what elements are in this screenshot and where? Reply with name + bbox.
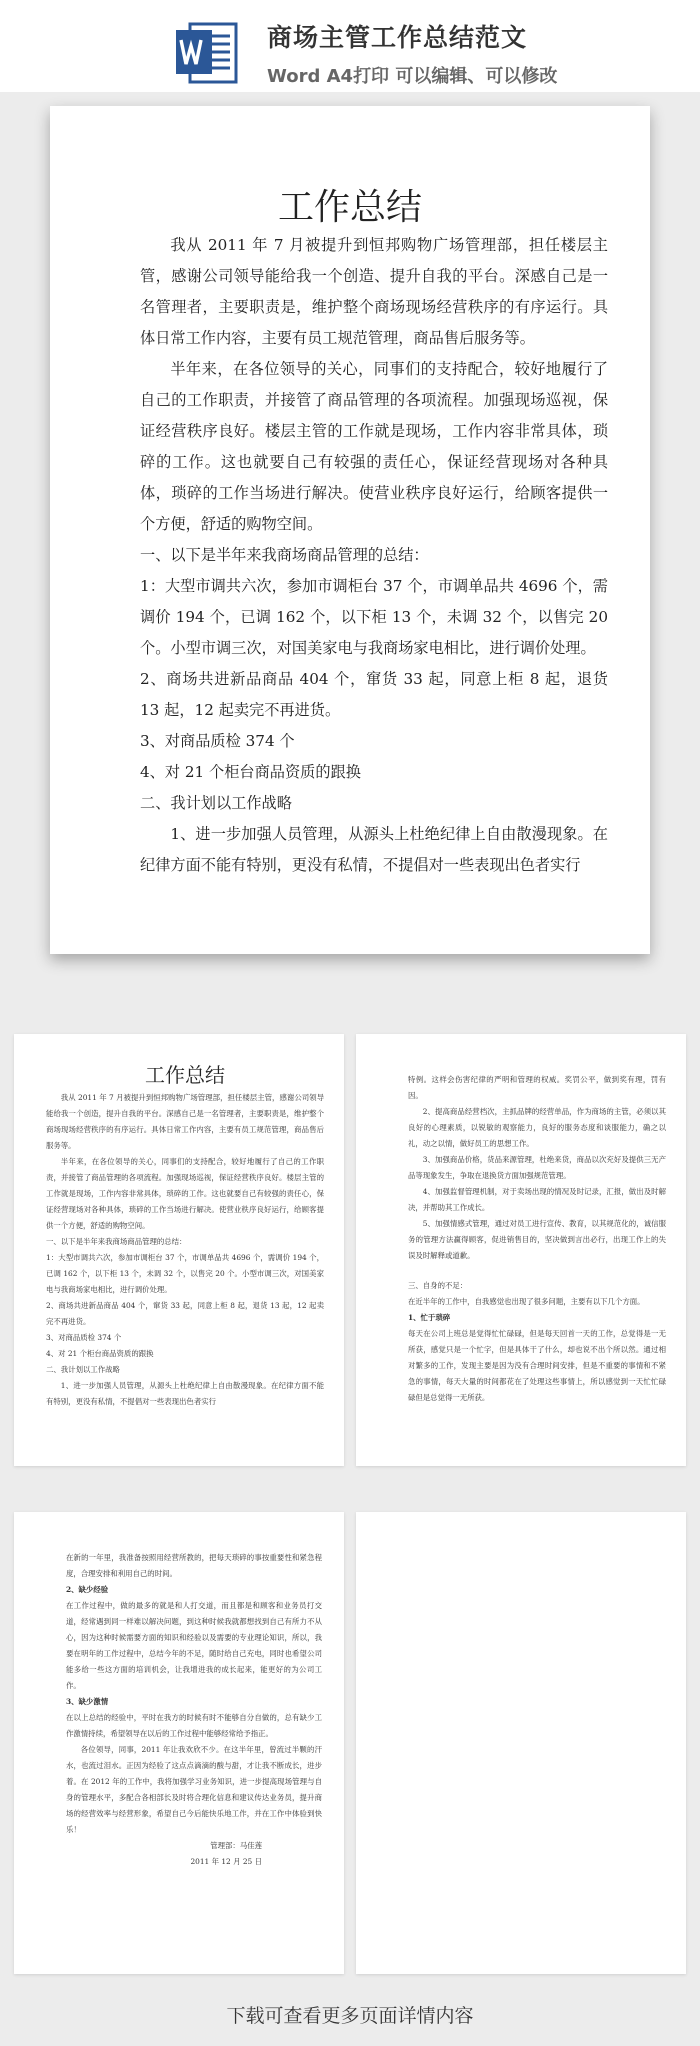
thumbnail-paragraph: 在以上总结的经验中，平时在我方的时候有时不能够自分自做的，总有缺少工作激情持续，希望领导在以后的工作过程中能够经常给予指正。: [66, 1713, 322, 1738]
thumbnail-paragraph: 特例。这样会伤害纪律的严明和管理的权威。奖罚公平，做到奖有理，罚有因。: [408, 1075, 666, 1100]
document-paragraph: 半年来，在各位领导的关心，同事们的支持配合，较好地履行了自己的工作职责，并接管了商品管理的各项流程。加强现场巡视，保证经营秩序良好。楼层主管的工作就是现场，工作内容非常具体，琐碎的工作。这也就要自己有较强的责任心，保证经营现场对各种具体，琐碎的工作当场进行解决。使营业秩序良好运行，给顾客提供一个方便，舒适的购物空间。: [140, 360, 608, 533]
thumbnail-paragraph: 3、对商品质检 374 个: [46, 1333, 122, 1342]
thumbnail-paragraph: 5、加强情感式管理，通过对员工进行宣传、教育，以其规范化的，诚信服务的管理方法赢得顾客，促进销售目的，坚决做到言出必行，出现工作上的失误及时解释或道歉。: [408, 1219, 666, 1260]
thumbnail-paragraph: 在近半年的工作中，自我感觉也出现了很多问题，主要有以下几个方面。: [408, 1297, 645, 1306]
thumbnail-paragraph: 在工作过程中，做的最多的就是和人打交道，而且都是和顾客和业务员打交道，经常遇到同一样难以解决问题，到这种时候我就都想找到自己有所力不从心，因为这种时候需要方面的知识和经验以及需要的专业理论知识，所以，我要在明年的工作过程中，总结今年的不足，随时给自己充电，同时也希望公司能多给一些这方面的培训机会，让我增进我的成长起来，能更好的为公司工作。: [66, 1601, 322, 1690]
word-document-icon: [172, 18, 240, 86]
thumbnail-paragraph: 二、我计划以工作战略: [46, 1365, 120, 1374]
page-thumbnail-4[interactable]: [356, 1512, 686, 1974]
page-subtitle: Word A4打印 可以编辑、可以修改: [267, 66, 558, 87]
document-paragraph: 一、以下是半年来我商场商品管理的总结：: [140, 546, 429, 564]
document-paragraph: 1、进一步加强人员管理，从源头上杜绝纪律上自由散漫现象。在纪律方面不能有特别，更没有私情，不提倡对一些表现出色者实行: [140, 825, 608, 874]
thumbnail-title: 工作总结: [145, 1063, 225, 1087]
header: [0, 0, 700, 92]
thumbnail-paragraph: 3、缺少激情: [66, 1697, 109, 1706]
thumbnail-paragraph: 三、自身的不足：: [408, 1281, 468, 1290]
thumbnail-paragraph: 4、加强监督管理机制，对于卖场出现的情况及时记录，汇报，做出及时解决，并帮助其工作成长。: [408, 1187, 666, 1212]
thumbnail-paragraph: 在新的一年里，我准备按照用经营所教的，把每天琐碎的事按重要性和紧急程度，合理安排和利用自己的时间。: [66, 1553, 322, 1578]
page-thumbnail-1[interactable]: [14, 1034, 344, 1466]
thumbnail-paragraph: 3、加强商品价格，货品来源管理，杜绝来货，商品以次充好及提供三无产品等现象发生，争取在退换货方面加强规范管理。: [408, 1155, 666, 1180]
document-title: 工作总结: [277, 187, 422, 228]
thumbnail-paragraph: 4、对 21 个柜台商品资质的跟换: [46, 1349, 154, 1358]
thumbnail-paragraph: 我从 2011 年 7 月被提升到恒邦购物广场管理部，担任楼层主管，感谢公司领导能给我一个创造，提升自我的平台。深感自己是一名管理者，主要职责是，维护整个商场现场经营秩序的有序运行。具体日常工作内容，主要有员工规范管理，商品售后服务等。: [46, 1093, 324, 1150]
page-thumbnail-3[interactable]: [14, 1512, 344, 1974]
thumbnail-paragraph: 每天在公司上班总是觉得忙忙碌碌，但是每天回首一天的工作，总觉得是一无所获，感觉只是一个忙字，但是具体干了什么，却也说不出个所以然。通过相对繁多的工作，发现主要是因为没有合理时间安排，但是不重要的事情和不紧急的事情，每天大量的时间都花在了处理这些事情上，所以感觉到一天忙忙碌碌但是总觉得一无所获。: [408, 1329, 666, 1402]
document-paragraph: 2、商场共进新品商品 404 个，窜货 33 起，同意上柜 8 起，退货 13 起，12 起卖完不再进货。: [140, 670, 608, 719]
page-title: 商场主管工作总结范文: [267, 23, 528, 52]
download-more-text[interactable]: 下载可查看更多页面详情内容: [226, 2005, 474, 2027]
thumbnail-paragraph: 2、提高商品经营档次，主抓品牌的经营单品，作为商场的主管，必须以其良好的心理素质，以锐敏的观察能力，良好的服务态度和谈服能力，确之以礼，动之以情，做好员工的思想工作。: [408, 1107, 666, 1148]
thumbnail-paragraph: 2、缺少经验: [66, 1585, 109, 1594]
thumbnail-signature: 管理部：马佳莲: [210, 1841, 262, 1850]
thumbnail-paragraph: 1、进一步加强人员管理，从源头上杜绝纪律上自由散漫现象。在纪律方面不能有特别，更没有私情，不提倡对一些表现出色者实行: [46, 1381, 324, 1406]
document-paragraph: 我从 2011 年 7 月被提升到恒邦购物广场管理部，担任楼层主管，感谢公司领导能给我一个创造、提升自我的平台。深感自己是一名管理者，主要职责是，维护整个商场现场经营秩序的有序运行。具体日常工作内容，主要有员工规范管理，商品售后服务等。: [140, 236, 608, 347]
thumbnail-paragraph: 1、忙于琐碎: [408, 1313, 451, 1322]
page-thumbnail-2[interactable]: [356, 1034, 686, 1466]
thumbnail-paragraph: 2、商场共进新品商品 404 个，窜货 33 起，同意上柜 8 起，退货 13 起，12 起卖完不再进货。: [46, 1301, 324, 1326]
document-paragraph: 1：大型市调共六次，参加市调柜台 37 个，市调单品共 4696 个，需调价 194 个，已调 162 个，以下柜 13 个，未调 32 个，以售完 20 个。小型市调三次，对国美家电与我商场家电相比，进行调价处理。: [140, 577, 608, 657]
thumbnail-paragraph: 半年来，在各位领导的关心，同事们的支持配合，较好地履行了自己的工作职责，并接管了商品管理的各项流程。加强现场巡视，保证经营秩序良好。楼层主管的工作就是现场，工作内容非常具体，琐碎的工作。这也就要自己有较强的责任心，保证经营现场对各种具体，琐碎的工作当场进行解决。使营业秩序良好运行，给顾客提供一个方便，舒适的购物空间。: [46, 1157, 324, 1230]
thumbnail-date: 2011 年 12 月 25 日: [190, 1857, 262, 1866]
document-paragraph: 4、对 21 个柜台商品资质的跟换: [140, 763, 361, 781]
document-preview-page: [50, 106, 650, 954]
thumbnail-paragraph: 1：大型市调共六次，参加市调柜台 37 个，市调单品共 4696 个，需调价 194 个，已调 162 个，以下柜 13 个，未调 32 个，以售完 20 个。小型市调三次，对国美家电与我商场家电相比，进行调价处理。: [46, 1253, 324, 1294]
document-paragraph: 二、我计划以工作战略: [140, 794, 292, 812]
thumbnail-paragraph: 各位领导，同事，2011 年让我欢欣不少。在这半年里，曾流过半颗的汗水，也流过泪水。正因为经验了这点点滴滴的酸与甜，才让我不断成长，进步着。在 2012 年的工作中，我将加强学习业务知识，进一步提高现场管理与自身的管理水平，多配合各相部长及时将合理化信息和建议传达业务员，提升商场的经营效率与经营形象，希望自己今后能快乐地工作，并在工作中体验到快乐！: [66, 1745, 322, 1834]
document-paragraph: 3、对商品质检 374 个: [140, 732, 295, 750]
thumbnail-paragraph: 一、以下是半年来我商场商品管理的总结：: [46, 1237, 187, 1246]
